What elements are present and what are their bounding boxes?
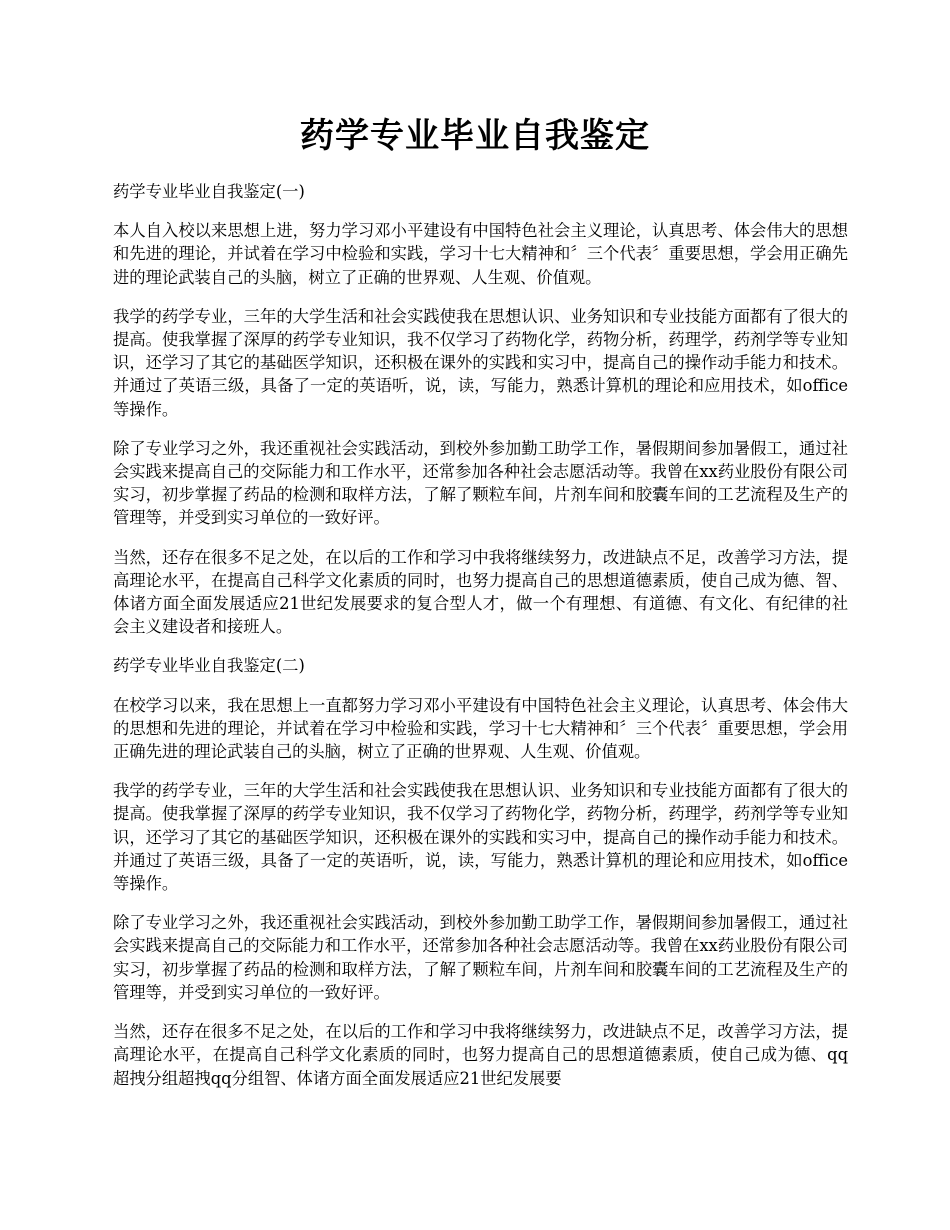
- paragraph: 当然，还存在很多不足之处，在以后的工作和学习中我将继续努力，改进缺点不足，改善学习方法，提高理论水平，在提高自己科学文化素质的同时，也努力提高自己的思想道德素质，使自己成为德、qq超拽分组超拽qq分组智、体诸方面全面发展适应21世纪发展要: [113, 1022, 848, 1088]
- document-body: [113, 180, 848, 1106]
- paragraph: 除了专业学习之外，我还重视社会实践活动，到校外参加勤工助学工作，暑假期间参加暑假工，通过社会实践来提高自己的交际能力和工作水平，还常参加各种社会志愿活动等。我曾在xx药业股份有限公司实习，初步掌握了药品的检测和取样方法，了解了颗粒车间，片剂车间和胶囊车间的工艺流程及生产的管理等，并受到实习单位的一致好评。: [113, 913, 848, 1002]
- document-title: 药学专业毕业自我鉴定: [300, 116, 650, 156]
- paragraph: 除了专业学习之外，我还重视社会实践活动，到校外参加勤工助学工作，暑假期间参加暑假工，通过社会实践来提高自己的交际能力和工作水平，还常参加各种社会志愿活动等。我曾在xx药业股份有限公司实习，初步掌握了药品的检测和取样方法，了解了颗粒车间，片剂车间和胶囊车间的工艺流程及生产的管理等，并受到实习单位的一致好评。: [113, 438, 848, 528]
- paragraph: 在校学习以来，我在思想上一直都努力学习邓小平建设有中国特色社会主义理论，认真思考、体会伟大的思想和先进的理论，并试着在学习中检验和实践，学习十七大精神和〞三个代表〞重要思想，学会用正确先进的理论武装自己的头脑，树立了正确的世界观、人生观、价值观。: [113, 695, 848, 762]
- section-heading-1: 药学专业毕业自我鉴定(一): [113, 182, 305, 201]
- paragraph: 当然，还存在很多不足之处，在以后的工作和学习中我将继续努力，改进缺点不足，改善学习方法，提高理论水平，在提高自己科学文化素质的同时，也努力提高自己的思想道德素质，使自己成为德、智、体诸方面全面发展适应21世纪发展要求的复合型人才，做一个有理想、有道德、有文化、有纪律的社会主义建设者和接班人。: [113, 547, 848, 637]
- paragraph: 我学的药学专业，三年的大学生活和社会实践使我在思想认识、业务知识和专业技能方面都有了很大的提高。使我掌握了深厚的药学专业知识，我不仅学习了药物化学，药物分析，药理学，药剂学等专业知识，还学习了其它的基础医学知识，还积极在课外的实践和实习中，提高自己的操作动手能力和技术。并通过了英语三级，具备了一定的英语听，说，读，写能力，熟悉计算机的理论和应用技术，如office等操作。: [113, 781, 848, 894]
- paragraph: 我学的药学专业，三年的大学生活和社会实践使我在思想认识、业务知识和专业技能方面都有了很大的提高。使我掌握了深厚的药学专业知识，我不仅学习了药物化学，药物分析，药理学，药剂学等专业知识，还学习了其它的基础医学知识，还积极在课外的实践和实习中，提高自己的操作动手能力和技术。并通过了英语三级，具备了一定的英语听，说，读，写能力，熟悉计算机的理论和应用技术，如office等操作。: [113, 306, 848, 419]
- section-heading-2: 药学专业毕业自我鉴定(二): [113, 656, 305, 676]
- paragraph: 本人自入校以来思想上进，努力学习邓小平建设有中国特色社会主义理论，认真思考、体会伟大的思想和先进的理论，并试着在学习中检验和实践，学习十七大精神和〞三个代表〞重要思想，学会用正确先进的理论武装自己的头脑，树立了正确的世界观、人生观、价值观。: [113, 221, 848, 287]
